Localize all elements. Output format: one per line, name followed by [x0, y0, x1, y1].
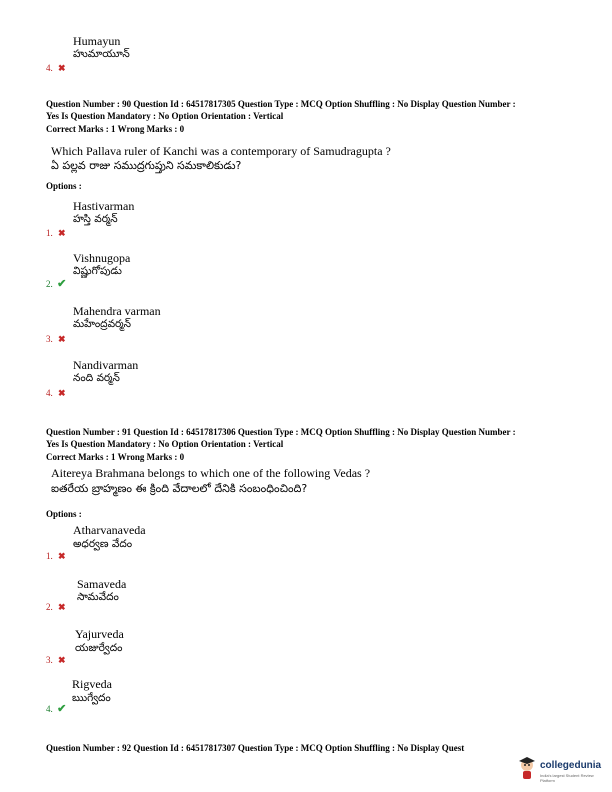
q90-marks: Correct Marks : 1 Wrong Marks : 0 — [46, 124, 185, 134]
wrong-mark-icon: ✖ — [57, 63, 66, 73]
option-number: 3. — [46, 655, 53, 665]
q90-option-3-telugu: మహేంద్రవర్మన్ — [73, 318, 131, 330]
q90-question-english: Which Pallava ruler of Kanchi was a contemporary of Samudragupta ? — [51, 144, 391, 158]
wrong-mark-icon: ✖ — [57, 655, 66, 665]
q90-option-1 — [46, 223, 67, 241]
q90-meta-line-1: Question Number : 90 Question Id : 64517817305 Question Type : MCQ Option Shuffling : No Display Question Number : — [46, 99, 516, 109]
q90-option-1-telugu: హస్తి వర్మన్ — [73, 213, 118, 225]
q90-option-2-english: Vishnugopa — [73, 251, 131, 265]
wrong-mark-icon: ✖ — [57, 602, 66, 612]
q91-option-2 — [46, 597, 67, 615]
q91-option-2-english: Samaveda — [77, 577, 127, 591]
check-mark-icon: ✔ — [57, 278, 67, 290]
q91-question-english: Aitereya Brahmana belongs to which one of the following Vedas ? — [51, 466, 371, 480]
q91-question-telugu: ఐతరేయ బ్రాహ్మణం ఈ క్రింది వేదాలలో దేనికి సంబంధించింది? — [51, 482, 308, 495]
q91-meta-line-1: Question Number : 91 Question Id : 64517817306 Question Type : MCQ Option Shuffling : No Display Question Number : — [46, 427, 516, 437]
q92-meta-line-1: Question Number : 92 Question Id : 64517817307 Question Type : MCQ Option Shuffling : No Display Quest — [46, 743, 465, 753]
q90-options-label: Options : — [46, 181, 82, 191]
student-mascot-icon — [516, 756, 538, 780]
wrong-mark-icon: ✖ — [57, 334, 66, 344]
q91-marks: Correct Marks : 1 Wrong Marks : 0 — [46, 452, 185, 462]
q91-option-3 — [46, 650, 67, 668]
q91-option-1-telugu: అధర్వణ వేదం — [73, 538, 133, 550]
q91-option-4 — [46, 699, 67, 717]
option-number: 4. — [46, 63, 53, 73]
option-number: 2. — [46, 602, 53, 612]
option-number: 4. — [46, 388, 53, 398]
prev-option-4-telugu: హుమాయూన్ — [73, 48, 130, 60]
q90-option-2-telugu: విష్ణుగోపుడు — [73, 265, 122, 277]
q90-option-2 — [46, 274, 67, 292]
q90-option-4 — [46, 383, 67, 401]
prev-option-4-english: Humayun — [73, 34, 121, 48]
q91-option-3-english: Yajurveda — [75, 627, 124, 641]
option-number: 1. — [46, 228, 53, 238]
q91-options-label: Options : — [46, 509, 82, 519]
q90-option-4-english: Nandivarman — [73, 358, 139, 372]
option-number: 4. — [46, 704, 53, 714]
collegedunia-watermark — [516, 754, 608, 782]
option-number: 1. — [46, 551, 53, 561]
wrong-mark-icon: ✖ — [57, 551, 66, 561]
q91-option-4-english: Rigveda — [72, 677, 112, 691]
option-number: 3. — [46, 334, 53, 344]
check-mark-icon: ✔ — [57, 703, 67, 715]
prev-option-4 — [46, 58, 67, 76]
q90-question-telugu: ఏ పల్లవ రాజు సముద్రగుప్తుని సమకాలికుడు? — [51, 159, 242, 172]
option-number: 2. — [46, 279, 53, 289]
brand-name: collegedunia — [540, 760, 602, 771]
q90-meta-line-2: Yes Is Question Mandatory : No Option Orientation : Vertical — [46, 111, 284, 121]
q91-meta-line-2: Yes Is Question Mandatory : No Option Orientation : Vertical — [46, 439, 284, 449]
q91-option-2-telugu: సామవేదం — [77, 591, 119, 603]
wrong-mark-icon: ✖ — [57, 228, 66, 238]
q91-option-1 — [46, 546, 67, 564]
q91-option-4-telugu: ఋగ్వేదం — [72, 692, 111, 704]
q90-option-3 — [46, 329, 67, 347]
q91-option-3-telugu: యజుర్వేదం — [75, 642, 123, 654]
brand-tagline: India's largest Student Review Platform — [540, 773, 594, 783]
q91-option-1-english: Atharvanaveda — [73, 523, 146, 537]
wrong-mark-icon: ✖ — [57, 388, 66, 398]
q90-option-3-english: Mahendra varman — [73, 304, 161, 318]
q90-option-1-english: Hastivarman — [73, 199, 135, 213]
q90-option-4-telugu: నంది వర్మన్ — [73, 372, 120, 384]
